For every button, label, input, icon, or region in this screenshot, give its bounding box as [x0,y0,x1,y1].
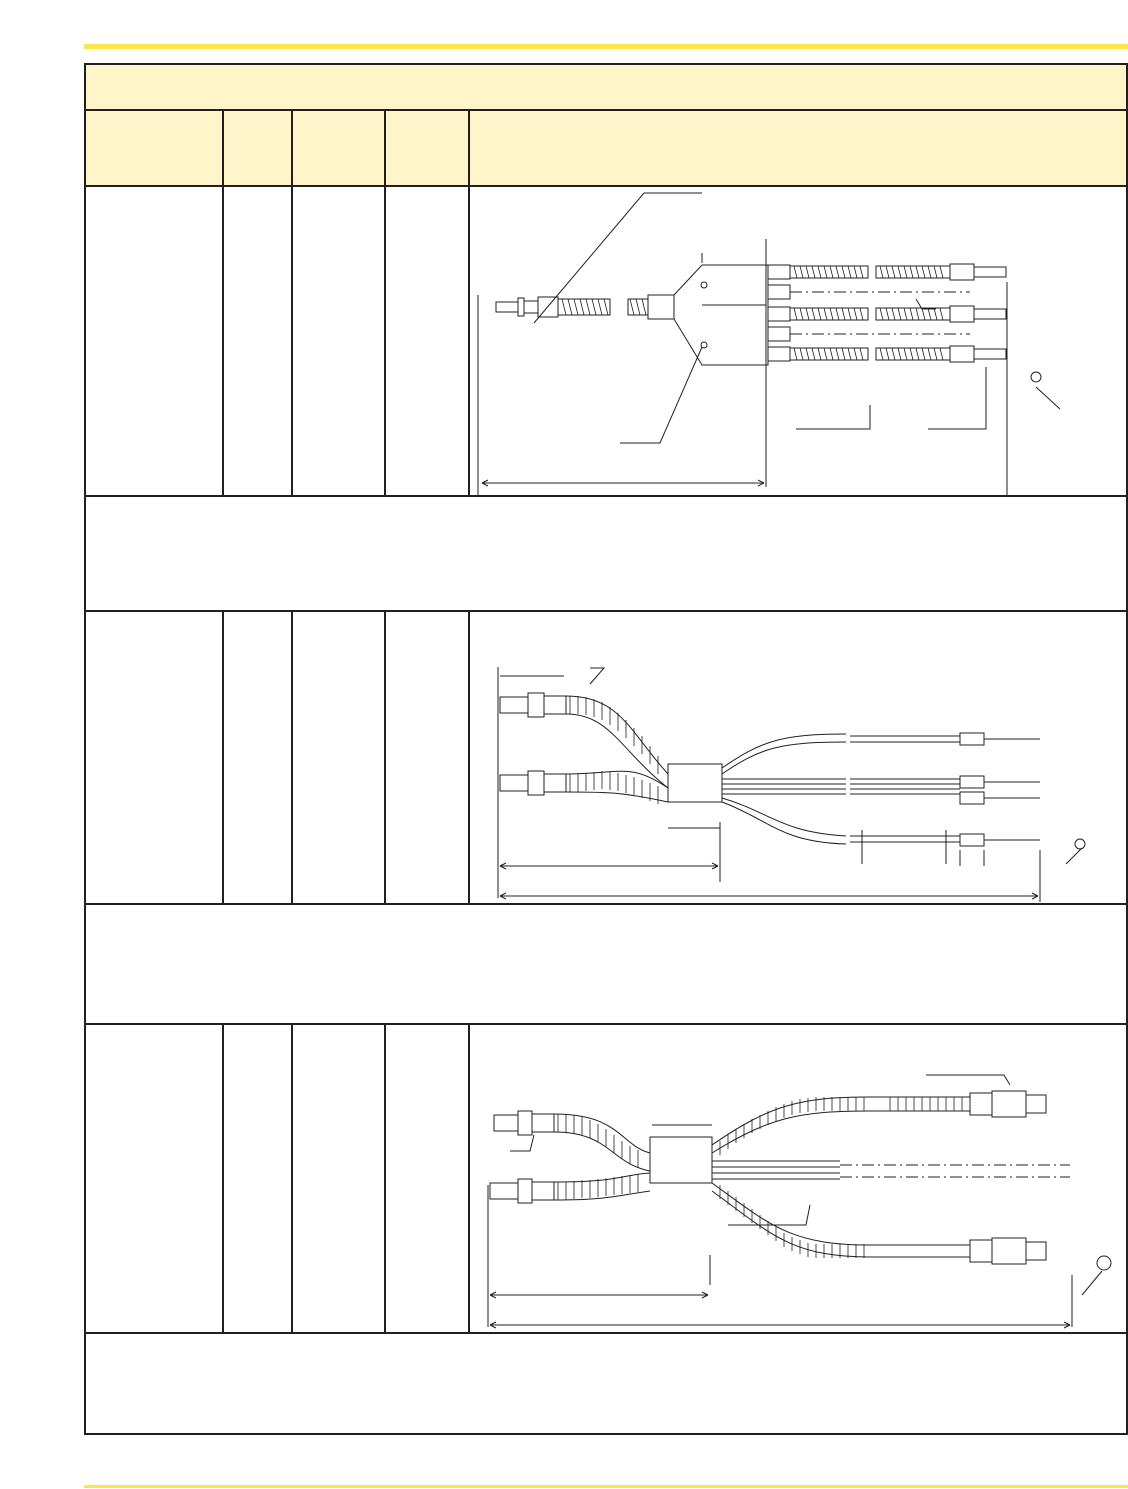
fiber-bundle-drawing-2 [470,612,1126,902]
row-rule [86,495,1126,497]
row-rule [86,1332,1126,1334]
top-accent-rule [84,44,1128,49]
divider [384,1024,386,1334]
divider [291,1024,293,1334]
column-header-row [86,111,1126,187]
fiber-bundle-drawing-3 [470,1025,1126,1331]
divider [291,111,293,497]
divider [222,611,224,905]
divider [222,1024,224,1334]
fiber-bundle-drawing-1 [470,187,1126,495]
divider [222,111,224,497]
row-rule [86,903,1126,905]
divider [291,611,293,905]
product-spec-table [84,63,1128,1435]
divider [384,111,386,497]
bottom-accent-rule [84,1485,1128,1488]
divider [384,611,386,905]
table-title-band [86,65,1126,111]
